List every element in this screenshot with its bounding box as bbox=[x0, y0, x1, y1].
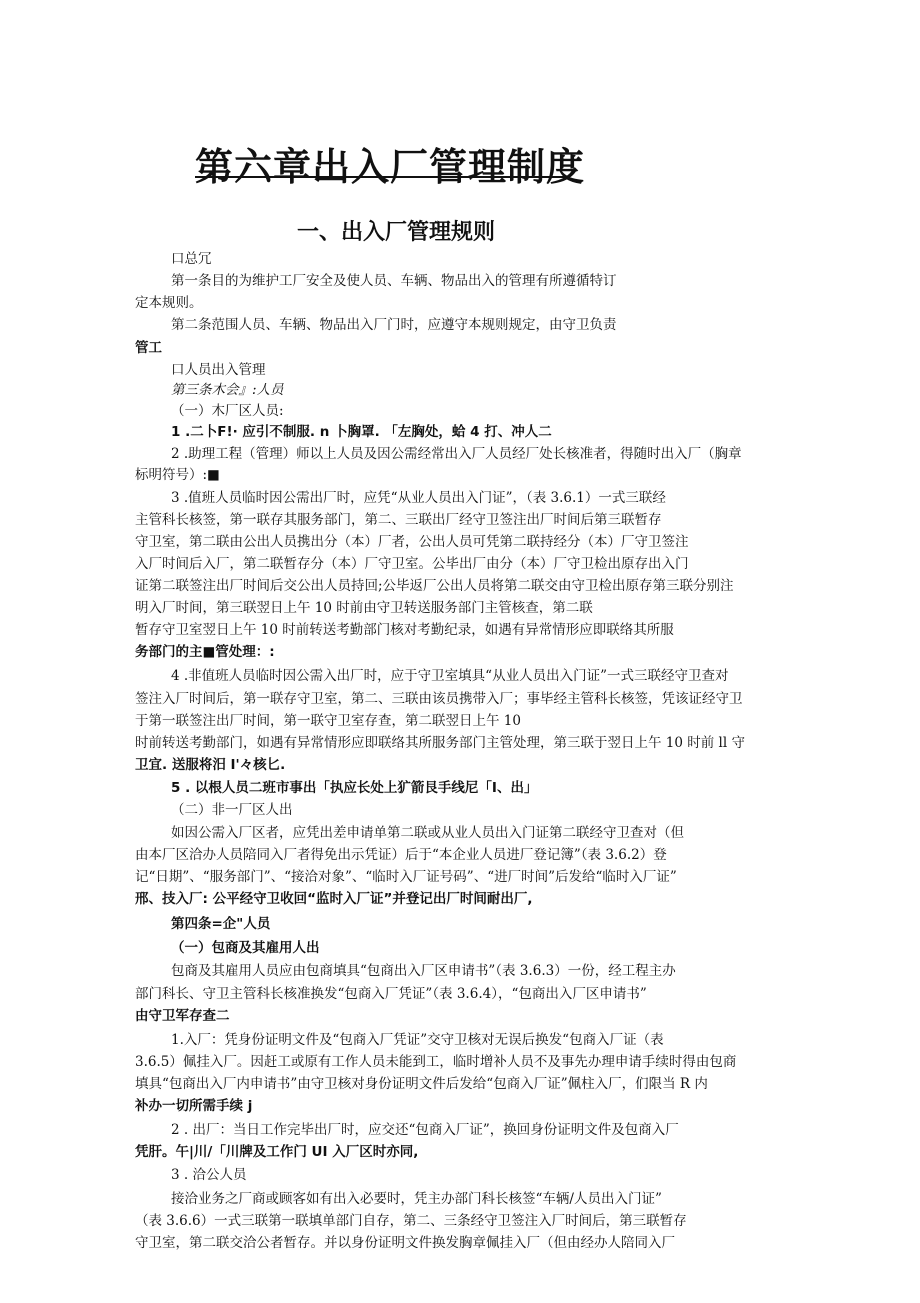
text-line: 接洽业务之厂商或顾客如有出入必要时，凭主办部门科长核签“车辆/人员出入门证” bbox=[171, 1191, 662, 1207]
text-line: 务部门的主■管处理：: bbox=[135, 644, 275, 660]
text-line: 记“日期”、“服务部门”、“接洽对象”、“临时入厂证号码”、“进厂时间”后发给“临时入厂证” bbox=[135, 869, 677, 885]
section-heading: 一、出入厂管理规则 bbox=[297, 220, 496, 245]
text-line: 证第二联签注出厂时间后交公出人员持回;公毕返厂公出人员将第二联交由守卫检出原存第三联分别注 bbox=[135, 578, 734, 594]
text-line: 时前转送考勤部门，如遇有异常情形应即联络其所服务部门主管处理，第三联于翌日上午 10 时前 ll 守 bbox=[135, 735, 745, 751]
text-line: 签注入厂时间后，第一联存守卫室，第二、三联由该员携带入厂；事毕经主管科长核签，凭该证经守卫 bbox=[135, 691, 743, 707]
text-line: 由守卫军存查二 bbox=[135, 1008, 230, 1024]
text-line: 定本规则。 bbox=[135, 295, 203, 311]
text-line: 第二条范围人员、车辆、物品出入厂门时，应遵守本规则规定，由守卫负责 bbox=[171, 317, 617, 333]
text-line: 补办一切所需手续 j bbox=[135, 1098, 253, 1114]
text-line: 3 . 洽公人员 bbox=[171, 1167, 247, 1183]
text-line: 主管科长核签，第一联存其服务部门，第二、三联出厂经守卫签注出厂时间后第三联暂存 bbox=[135, 512, 662, 528]
text-line: 3.6.5）佩挂入厂。因赶工或原有工作人员未能到工，临时增补人员不及事先办理申请手续时得由包商 bbox=[135, 1054, 737, 1070]
text-line: 5 . 以根人员二班市事出「执应长处上犷箭艮手线尼「I、出」 bbox=[171, 780, 538, 796]
text-line: 明入厂时间，第三联翌日上午 10 时前由守卫转送服务部门主管核查，第二联 bbox=[135, 600, 593, 616]
text-line: 包商及其雇用人员应由包商填具“包商出入厂区申请书”（表 3.6.3）一份，经工程主办 bbox=[171, 963, 676, 979]
text-line: 凭肝。午|川/「川牌及工作门 UI 入厂区时亦同, bbox=[135, 1144, 419, 1160]
text-line: 卫宜. 送服将汨 I'々核匕. bbox=[135, 757, 286, 773]
chapter-title: 第六章出入厂管理制度 bbox=[195, 144, 586, 189]
text-line: （一）木厂区人员: bbox=[171, 403, 284, 419]
text-line: 管工 bbox=[135, 340, 162, 356]
text-line: 1.入厂：凭身份证明文件及“包商入厂凭证”交守卫核对无误后换发“包商入厂证（表 bbox=[171, 1032, 664, 1048]
text-line: （表 3.6.6）一式三联第一联填单部门自存，第二、三条经守卫签注入厂时间后，第三联暂存 bbox=[135, 1213, 687, 1229]
text-line: 第三条木会』:人员 bbox=[171, 382, 284, 398]
text-line: 守卫室，第二联交洽公者暂存。并以身份证明文件换发胸章佩挂入厂（但由经办人陪同入厂 bbox=[135, 1235, 675, 1251]
text-line: 3 .值班人员临时因公需出厂时，应凭“从业人员出入门证”，（表 3.6.1）一式三联经 bbox=[171, 490, 666, 506]
text-line: 部门科长、守卫主管科长核准换发“包商入厂凭证”（表 3.6.4），“包商出入厂区申请书” bbox=[135, 986, 647, 1002]
text-line: 由本厂区洽办人员陪同入厂者得免出示凭证）后于“本企业人员进厂登记簿”（表 3.6.2）登 bbox=[135, 847, 667, 863]
text-line: 2 .助理工程（管理）师以上人员及因公需经常出入厂人员经厂处长核准者，得随时出入厂（胸章 bbox=[171, 446, 742, 462]
text-line: 口总冗 bbox=[171, 251, 212, 267]
text-line: 4 .非值班人员临时因公需入出厂时，应于守卫室填具“从业人员出入门证”一式三联经守卫查对 bbox=[171, 668, 729, 684]
text-line: 邢、技入厂: 公平经守卫收回“监时入厂证”并登记出厂时间耐出厂, bbox=[135, 891, 533, 907]
text-line: 暂存守卫室翌日上午 10 时前转送考勤部门核对考勤纪录，如遇有异常情形应即联络其所服 bbox=[135, 622, 674, 638]
text-line: （二）非一厂区人出 bbox=[171, 802, 293, 818]
text-line: 如因公需入厂区者，应凭出差申请单第二联或从业人员出入门证第二联经守卫查对（但 bbox=[171, 825, 684, 841]
text-line: 标明符号）:■ bbox=[135, 467, 220, 483]
text-line: （一）包商及其雇用人出 bbox=[171, 940, 320, 956]
text-line: 第一条目的为维护工厂安全及使人员、车辆、物品出入的管理有所遵循特订 bbox=[171, 273, 617, 289]
text-line: 入厂时间后入厂，第二联暂存分（本）厂守卫室。公毕出厂由分（本）厂守卫检出原存出入门 bbox=[135, 556, 689, 572]
text-line: 填具“包商出入厂内申请书”由守卫核对身份证明文件后发给“包商入厂证”佩柱入厂，们限当 R 内 bbox=[135, 1076, 708, 1092]
text-line: 口人员出入管理 bbox=[171, 362, 266, 378]
text-line: 2 . 出厂：当日工作完毕出厂时，应交还“包商入厂证”，换回身份证明文件及包商入厂 bbox=[171, 1122, 679, 1138]
title-underline bbox=[195, 176, 569, 178]
text-line: 1 .二卜F!· 应引不制服. n 卜胸罩. 「左胸处，蛤 4 打、冲人二 bbox=[171, 424, 552, 440]
text-line: 第四条=企"人员 bbox=[171, 916, 271, 932]
text-line: 于第一联签注出厂时间，第一联守卫室存查，第二联翌日上午 10 bbox=[135, 713, 521, 729]
text-line: 守卫室，第二联由公出人员携出分（本）厂者，公出人员可凭第二联持经分（本）厂守卫签注 bbox=[135, 534, 689, 550]
